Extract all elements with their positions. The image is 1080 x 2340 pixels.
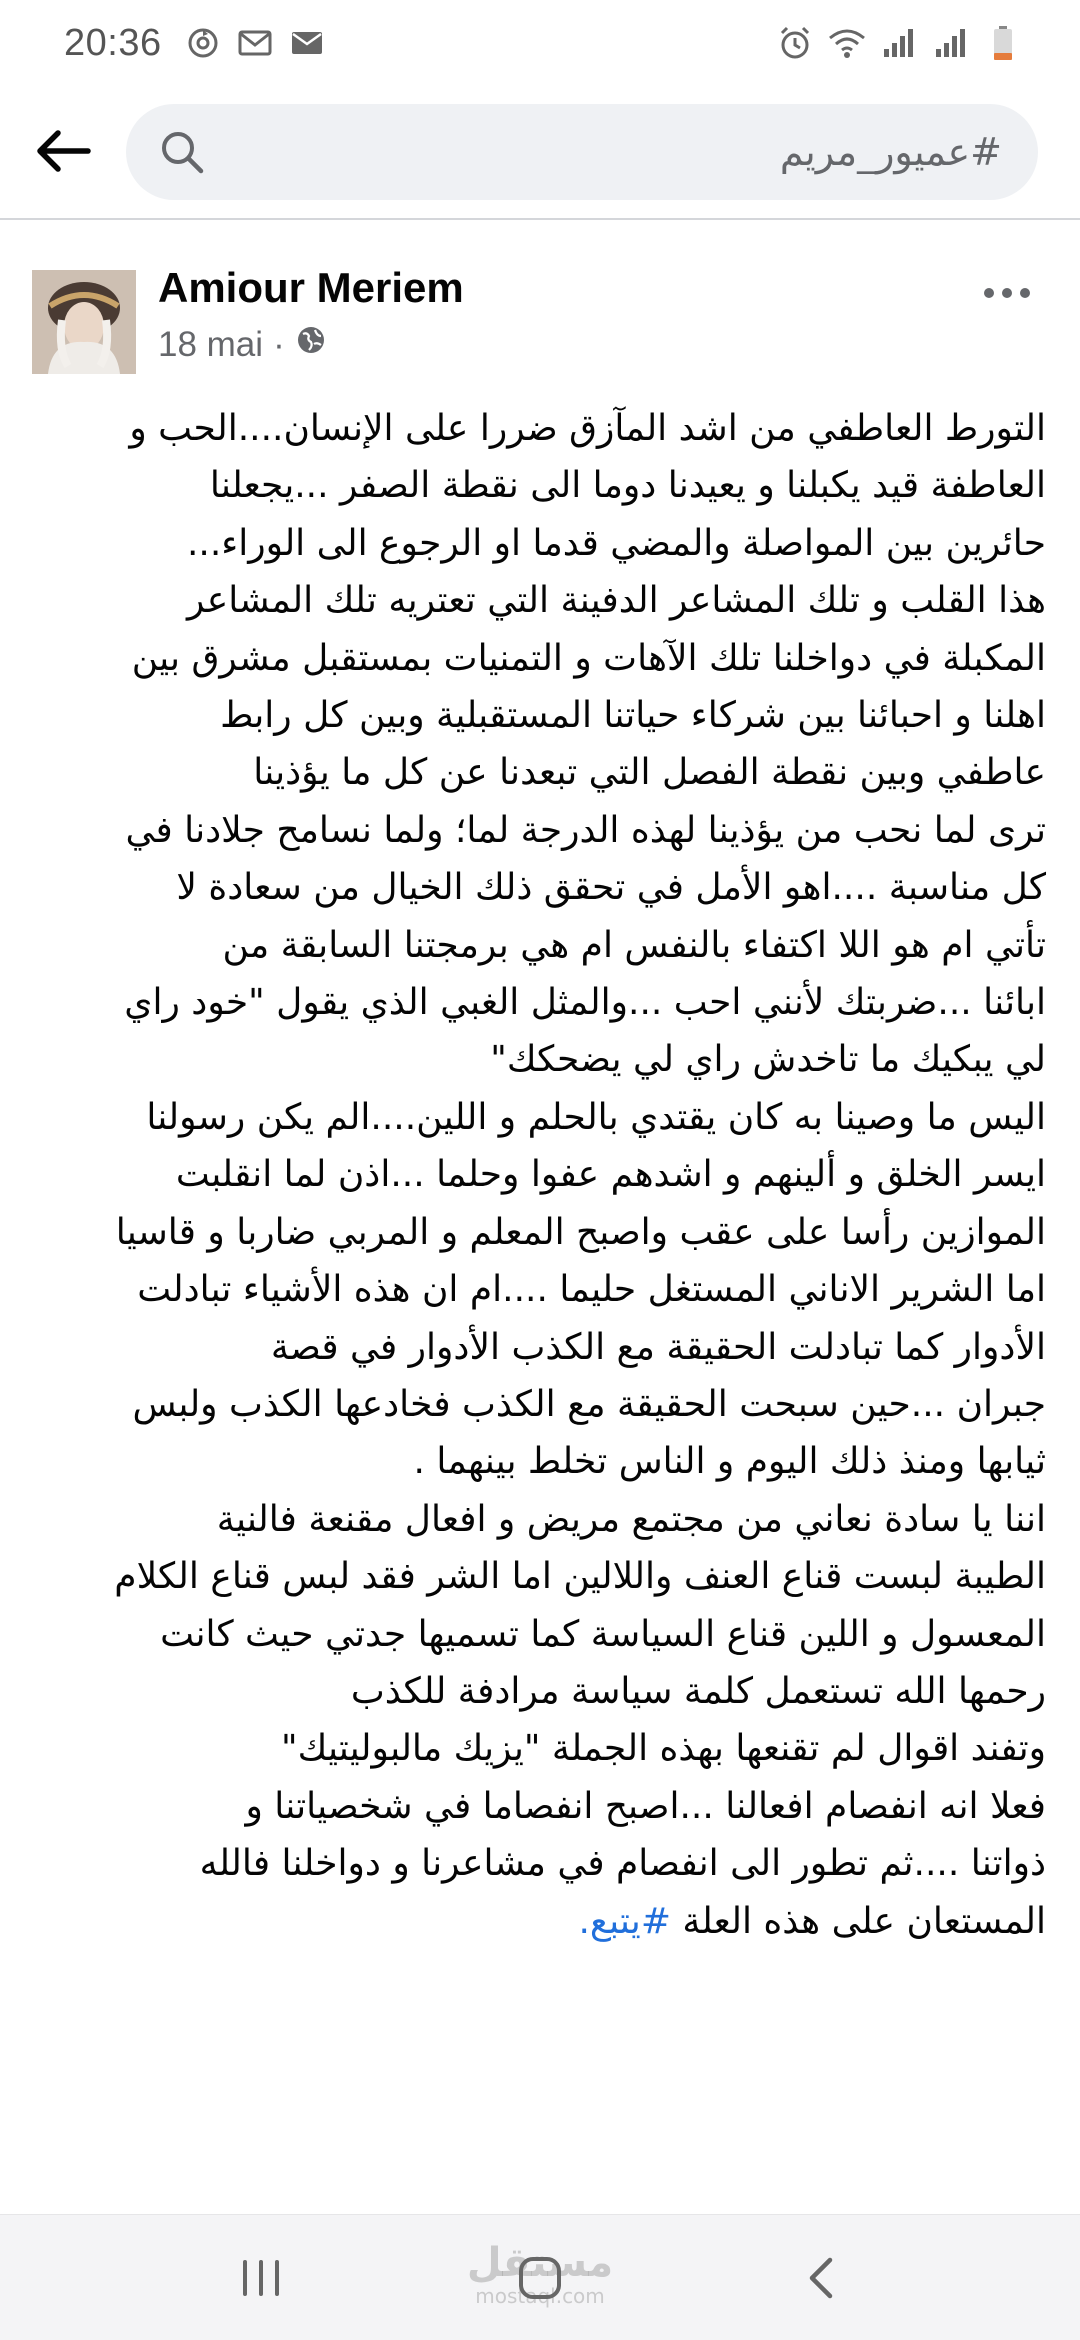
nav-back-button[interactable] [786, 2245, 856, 2311]
sync-icon [184, 24, 222, 62]
post-line: ايسر الخلق و ألينهم و اشدهم عفوا وحلما ...اذن لما انقلبت [175, 1154, 1046, 1196]
more-options-button[interactable] [972, 270, 1042, 316]
post-line: اليس ما وصينا به كان يقتدي بالحلم و اللين....الم يكن رسولنا [146, 1096, 1046, 1138]
post-line: هذا القلب و تلك المشاعر الدفينة التي تعتريه تلك المشاعر [186, 580, 1046, 622]
header-divider [0, 218, 1080, 220]
post-line: فعلا انه انفصام افعالنا ...اصبح انفصاما في شخصياتنا و [245, 1785, 1046, 1827]
back-chevron-icon [806, 2256, 836, 2300]
search-header [0, 96, 1080, 206]
post-line: اننا يا سادة نعاني من مجتمع مريض و افعال مقنعة فالنية [216, 1498, 1046, 1540]
post-line: لي يبكيك ما تاخدش راي لي يضحكك" [490, 1039, 1046, 1081]
home-button[interactable] [505, 2245, 575, 2311]
post-line: اهلنا و احبائنا بين شركاء حياتنا المستقبلية وبين كل رابط [220, 695, 1046, 737]
post-line: العاطفة قيد يكبلنا و يعيدنا دوما الى نقطة الصفر ...يجعلنا [209, 465, 1046, 507]
post-line: رحمها الله تستعمل كلمة سياسة مرادفة للكذب [350, 1670, 1046, 1712]
gmail-icon [236, 24, 274, 62]
post-line: المكبلة في دواخلنا تلك الآهات و التمنيات بمستقبل مشرق بين [131, 637, 1046, 679]
post-line: الطيبة لبست قناع العنف واللالين اما الشر فقد لبس قناع الكلام [114, 1556, 1046, 1598]
back-arrow-icon [34, 127, 92, 175]
hashtag-link[interactable]: #يتبع. [578, 1900, 671, 1942]
home-icon [517, 2255, 563, 2301]
post-line: المعسول و اللين قناع السياسة كما تسميها جدتي حيث كانت [160, 1613, 1046, 1655]
wifi-icon [828, 24, 866, 62]
signal-icon [932, 24, 970, 62]
post-text [40, 400, 1046, 2220]
post-line-last [40, 1893, 1046, 1950]
post-line: اما الشرير الاناني المستغل حليما ....ام ان هذه الأشياء تبادلت [137, 1269, 1046, 1311]
post-line: وتفند اقوال لم تقنعها بهذه الجملة "يزيك مالبوليتيك" [281, 1728, 1046, 1770]
post-line: تأتي ام هو اللا اكتفاء بالنفس ام هي برمجتنا السابقة من [222, 924, 1046, 966]
meta-separator: · [273, 324, 285, 364]
post-meta [158, 324, 327, 365]
post-line: عاطفي وبين نقطة الفصل التي تبعدنا عن كل ما يؤذينا [253, 752, 1046, 794]
search-query-text: #عميور_مريم [779, 130, 1002, 174]
post-line: حائرين بين المواصلة والمضي قدما او الرجوع الى الوراء... [186, 522, 1046, 564]
post-line: التورط العاطفي من اشد المآزق ضررا على الإنسان....الحب و [129, 408, 1046, 449]
watermark-latin: mostaql.com [475, 2284, 605, 2308]
post-header [32, 262, 1048, 372]
post-line: كل مناسبة ....اهو الأمل في تحقق ذلك الخيال من سعادة لا [176, 867, 1046, 909]
more-dots-icon [983, 287, 1031, 299]
author-name[interactable]: Amiour Meriem [158, 264, 464, 311]
search-input[interactable] [126, 104, 1038, 200]
post-line: الأدوار كما تبادلت الحقيقة مع الكذب الأدوار في قصة [270, 1326, 1046, 1368]
post-line: الموازين رأسا على عقب واصبح المعلم و المربي ضاربا و قاسيا [115, 1211, 1046, 1253]
battery-low-icon [984, 24, 1022, 62]
post-line: ترى لما نحب من يؤذينا لهذه الدرجة لما؛ ولما نسامح جلادنا في [125, 809, 1046, 851]
status-bar [0, 0, 1080, 86]
signal-icon [880, 24, 918, 62]
recents-button[interactable] [226, 2245, 296, 2311]
recents-icon [239, 2258, 283, 2298]
system-nav-bar [0, 2214, 1080, 2340]
alarm-icon [776, 24, 814, 62]
back-button[interactable] [8, 96, 118, 206]
mail-icon [288, 24, 326, 62]
watermark-arabic: مستقل [466, 2240, 614, 2286]
post-date[interactable]: 18 mai [158, 324, 264, 364]
avatar[interactable] [32, 270, 136, 374]
status-left-icons [184, 24, 326, 62]
search-icon [156, 126, 208, 178]
post-line: ثيابها ومنذ ذلك اليوم و الناس تخلط بينهما . [413, 1441, 1046, 1483]
post-line: ذواتنا ....ثم تطور الى انفصام في مشاعرنا و دواخلنا فالله [199, 1843, 1046, 1885]
post-line: ابائنا ...ضربتك لأنني احب ...والمثل الغبي الذي يقول "خود راي [124, 982, 1046, 1024]
globe-icon [295, 324, 327, 365]
status-right-icons [776, 24, 1022, 62]
post-line: جبران ...حين سبحت الحقيقة مع الكذب فخادعها الكذب ولبس [132, 1383, 1046, 1425]
post-line-last-text: المستعان على هذه العلة [670, 1900, 1046, 1942]
status-time: 20:36 [64, 21, 162, 64]
